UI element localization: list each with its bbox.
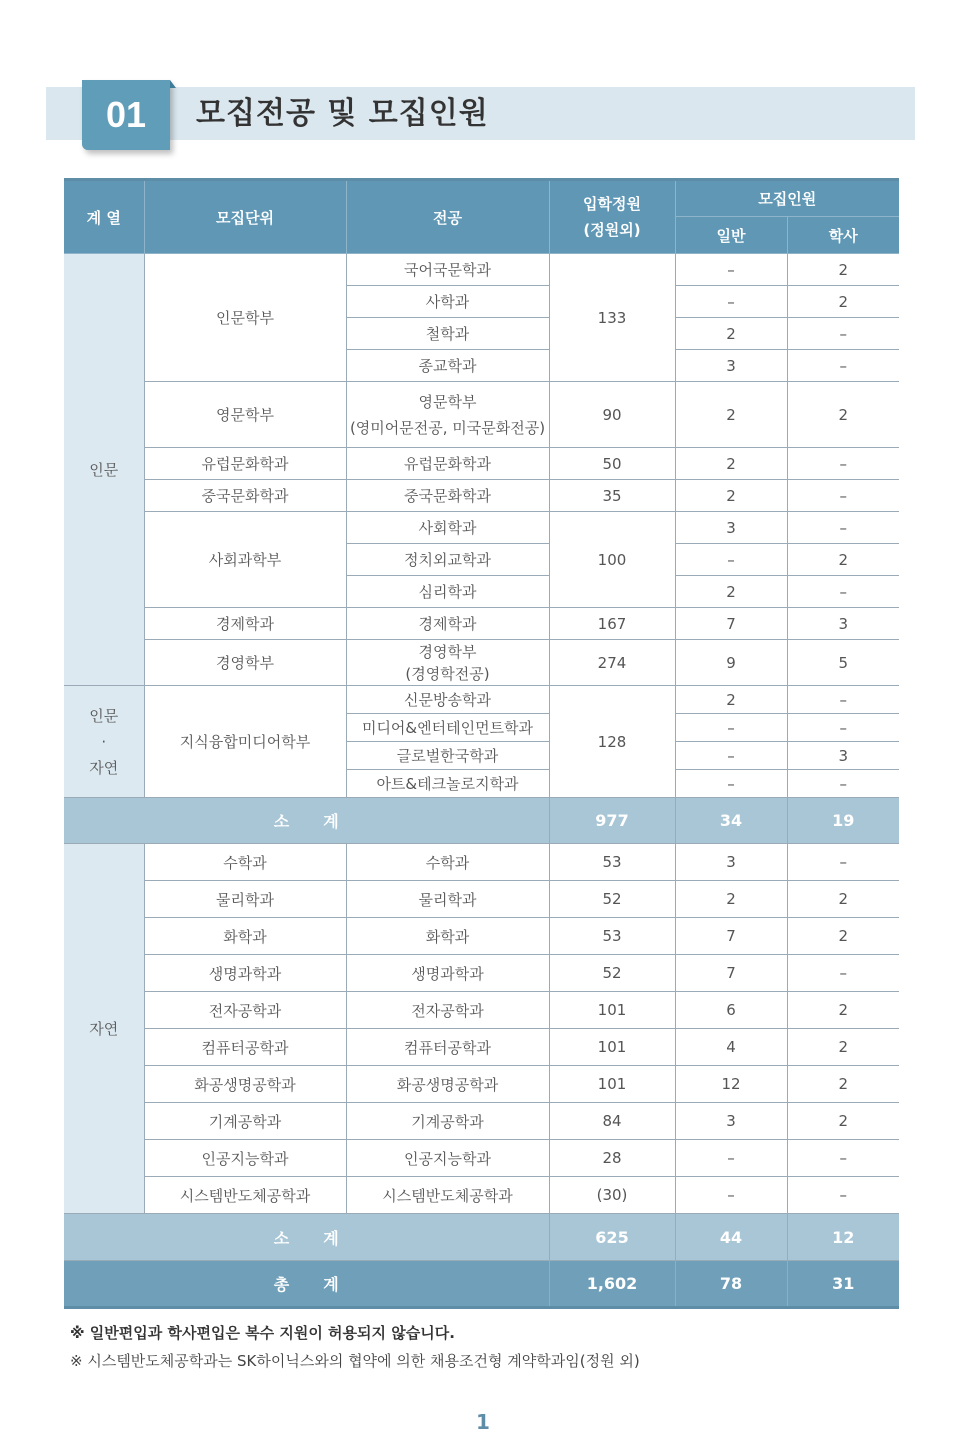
total-label xyxy=(64,1261,549,1308)
unit-cell: 생명과학과 xyxy=(144,955,346,992)
unit-cell: 컴퓨터공학과 xyxy=(144,1029,346,1066)
table-row xyxy=(64,686,899,714)
general-cell: 7 xyxy=(675,918,787,955)
category-line: 인문 xyxy=(89,706,119,725)
category-cell: 인문 xyxy=(64,254,144,686)
subtotal-label-b: 계 xyxy=(323,1228,339,1248)
bachelor-cell: 3 xyxy=(787,608,899,640)
general-cell: 2 xyxy=(675,448,787,480)
general-cell: 3 xyxy=(675,512,787,544)
bachelor-cell: – xyxy=(787,1177,899,1214)
major-cell: 유럽문화학과 xyxy=(346,448,549,480)
bachelor-cell: – xyxy=(787,318,899,350)
subtotal-bachelor: 19 xyxy=(787,798,899,844)
bachelor-cell: 2 xyxy=(787,1103,899,1140)
subtotal-bachelor: 12 xyxy=(787,1214,899,1261)
subtotal-label xyxy=(64,798,549,844)
general-cell: 9 xyxy=(675,640,787,686)
header-quota xyxy=(549,180,675,254)
subtotal-row xyxy=(64,798,899,844)
bachelor-cell: – xyxy=(787,955,899,992)
major-cell: 사회학과 xyxy=(346,512,549,544)
header-bachelor: 학사 xyxy=(787,217,899,254)
bachelor-cell: 2 xyxy=(787,918,899,955)
total-general: 78 xyxy=(675,1261,787,1308)
bachelor-cell: 2 xyxy=(787,1029,899,1066)
general-cell: – xyxy=(675,1140,787,1177)
quota-cell: 90 xyxy=(549,382,675,448)
unit-cell: 인문학부 xyxy=(144,254,346,382)
general-cell: 7 xyxy=(675,608,787,640)
major-cell: 중국문화학과 xyxy=(346,480,549,512)
major-cell: 컴퓨터공학과 xyxy=(346,1029,549,1066)
bachelor-cell: – xyxy=(787,1140,899,1177)
quota-cell: 52 xyxy=(549,955,675,992)
general-cell: – xyxy=(675,286,787,318)
quota-cell: 52 xyxy=(549,881,675,918)
quota-cell: 274 xyxy=(549,640,675,686)
bachelor-cell: – xyxy=(787,448,899,480)
bachelor-cell: – xyxy=(787,576,899,608)
quota-cell: 84 xyxy=(549,1103,675,1140)
general-cell: 2 xyxy=(675,686,787,714)
unit-cell: 화공생명공학과 xyxy=(144,1066,346,1103)
bachelor-cell: 2 xyxy=(787,382,899,448)
subtotal-row xyxy=(64,1214,899,1261)
table-row xyxy=(64,254,899,286)
header-major: 전공 xyxy=(346,180,549,254)
table-row xyxy=(64,955,899,992)
major-cell: 기계공학과 xyxy=(346,1103,549,1140)
major-cell: 아트&테크놀로지학과 xyxy=(346,770,549,798)
major-cell: 국어국문학과 xyxy=(346,254,549,286)
general-cell: – xyxy=(675,742,787,770)
table-row xyxy=(64,1177,899,1214)
quota-cell: 133 xyxy=(549,254,675,382)
bachelor-cell: – xyxy=(787,770,899,798)
table-row xyxy=(64,480,899,512)
section-title: 모집전공 및 모집인원 xyxy=(196,96,489,131)
unit-cell: 시스템반도체공학과 xyxy=(144,1177,346,1214)
footnote: ※ 일반편입과 학사편입은 복수 지원이 허용되지 않습니다. xyxy=(70,1324,455,1342)
quota-cell: 101 xyxy=(549,1066,675,1103)
general-cell: 6 xyxy=(675,992,787,1029)
major-cell: 화공생명공학과 xyxy=(346,1066,549,1103)
bachelor-cell: 5 xyxy=(787,640,899,686)
major-sub: (영미어문전공, 미국문화전공) xyxy=(349,418,546,437)
total-label-b: 계 xyxy=(323,1275,339,1294)
subtotal-general: 34 xyxy=(675,798,787,844)
bachelor-cell: 3 xyxy=(787,742,899,770)
category-line: · xyxy=(101,732,107,751)
bachelor-cell: – xyxy=(787,480,899,512)
subtotal-label xyxy=(64,1214,549,1261)
quota-cell: 128 xyxy=(549,686,675,798)
header-recruit: 모집인원 xyxy=(675,180,899,217)
general-cell: 12 xyxy=(675,1066,787,1103)
subtotal-general: 44 xyxy=(675,1214,787,1261)
table-row xyxy=(64,918,899,955)
unit-cell: 경영학부 xyxy=(144,640,346,686)
table-row xyxy=(64,608,899,640)
general-cell: 3 xyxy=(675,1103,787,1140)
major-cell: 물리학과 xyxy=(346,881,549,918)
quota-cell: 50 xyxy=(549,448,675,480)
major-cell: 미디어&엔터테인먼트학과 xyxy=(346,714,549,742)
subtotal-label-b: 계 xyxy=(323,812,339,831)
quota-cell: 100 xyxy=(549,512,675,608)
subtotal-label-a: 소 xyxy=(273,812,290,831)
major-cell: 시스템반도체공학과 xyxy=(346,1177,549,1214)
general-cell: 2 xyxy=(675,576,787,608)
table-row xyxy=(64,448,899,480)
subtotal-quota: 625 xyxy=(549,1214,675,1261)
quota-cell: 101 xyxy=(549,992,675,1029)
general-cell: 2 xyxy=(675,318,787,350)
major-cell: 화학과 xyxy=(346,918,549,955)
major-cell xyxy=(346,382,549,448)
table-row xyxy=(64,382,899,448)
header-quota-line2: (정원외) xyxy=(583,221,641,239)
quota-cell: 35 xyxy=(549,480,675,512)
bachelor-cell: 2 xyxy=(787,881,899,918)
admission-quota-table xyxy=(64,178,899,1309)
category-cell: 자연 xyxy=(64,844,144,1214)
unit-cell: 인공지능학과 xyxy=(144,1140,346,1177)
major-cell: 경제학과 xyxy=(346,608,549,640)
general-cell: 2 xyxy=(675,881,787,918)
major-cell: 정치외교학과 xyxy=(346,544,549,576)
category-cell xyxy=(64,686,144,798)
bachelor-cell: – xyxy=(787,714,899,742)
unit-cell: 기계공학과 xyxy=(144,1103,346,1140)
major-cell: 글로벌한국학과 xyxy=(346,742,549,770)
header-quota-line1: 입학정원 xyxy=(583,195,641,213)
bachelor-cell: – xyxy=(787,844,899,881)
bachelor-cell: 2 xyxy=(787,254,899,286)
major-name: 경영학부 xyxy=(418,642,477,661)
general-cell: – xyxy=(675,254,787,286)
unit-cell: 중국문화학과 xyxy=(144,480,346,512)
quota-cell: 101 xyxy=(549,1029,675,1066)
general-cell: – xyxy=(675,544,787,576)
quota-cell: 53 xyxy=(549,844,675,881)
table-row xyxy=(64,640,899,686)
total-quota: 1,602 xyxy=(549,1261,675,1308)
table-row xyxy=(64,512,899,544)
section-number-badge: 01 xyxy=(82,80,170,150)
major-sub: (경영학전공) xyxy=(405,664,490,683)
unit-cell: 경제학과 xyxy=(144,608,346,640)
table-row xyxy=(64,1140,899,1177)
unit-cell: 영문학부 xyxy=(144,382,346,448)
unit-cell: 유럽문화학과 xyxy=(144,448,346,480)
major-cell: 생명과학과 xyxy=(346,955,549,992)
major-name: 영문학부 xyxy=(418,392,477,411)
table-row xyxy=(64,992,899,1029)
bachelor-cell: 2 xyxy=(787,286,899,318)
table-row xyxy=(64,844,899,881)
unit-cell: 사회과학부 xyxy=(144,512,346,608)
general-cell: 3 xyxy=(675,350,787,382)
table-row xyxy=(64,1066,899,1103)
unit-cell: 전자공학과 xyxy=(144,992,346,1029)
general-cell: 4 xyxy=(675,1029,787,1066)
general-cell: – xyxy=(675,1177,787,1214)
bachelor-cell: – xyxy=(787,686,899,714)
table-row xyxy=(64,1029,899,1066)
quota-cell: 53 xyxy=(549,918,675,955)
general-cell: – xyxy=(675,770,787,798)
footnote: ※ 시스템반도체공학과는 SK하이닉스와의 협약에 의한 채용조건형 계약학과임(정원 외) xyxy=(70,1352,640,1370)
general-cell: 7 xyxy=(675,955,787,992)
bachelor-cell: 2 xyxy=(787,1066,899,1103)
bachelor-cell: – xyxy=(787,350,899,382)
total-label-a: 총 xyxy=(273,1275,290,1294)
category-line: 자연 xyxy=(89,758,119,777)
bachelor-cell: – xyxy=(787,512,899,544)
header-category: 계 열 xyxy=(64,180,144,254)
major-cell: 신문방송학과 xyxy=(346,686,549,714)
quota-cell: 167 xyxy=(549,608,675,640)
quota-cell: 28 xyxy=(549,1140,675,1177)
table-row xyxy=(64,881,899,918)
general-cell: 2 xyxy=(675,480,787,512)
major-cell: 전자공학과 xyxy=(346,992,549,1029)
table-row xyxy=(64,1103,899,1140)
total-bachelor: 31 xyxy=(787,1261,899,1308)
general-cell: – xyxy=(675,714,787,742)
unit-cell: 화학과 xyxy=(144,918,346,955)
footnotes xyxy=(70,1322,640,1374)
unit-cell: 지식융합미디어학부 xyxy=(144,686,346,798)
quota-cell: (30) xyxy=(549,1177,675,1214)
major-cell: 사학과 xyxy=(346,286,549,318)
major-cell xyxy=(346,640,549,686)
major-cell: 인공지능학과 xyxy=(346,1140,549,1177)
bachelor-cell: 2 xyxy=(787,544,899,576)
subtotal-quota: 977 xyxy=(549,798,675,844)
major-cell: 철학과 xyxy=(346,318,549,350)
bachelor-cell: 2 xyxy=(787,992,899,1029)
header-general: 일반 xyxy=(675,217,787,254)
general-cell: 3 xyxy=(675,844,787,881)
total-row xyxy=(64,1261,899,1308)
subtotal-label-a: 소 xyxy=(273,1228,290,1248)
header-unit: 모집단위 xyxy=(144,180,346,254)
unit-cell: 수학과 xyxy=(144,844,346,881)
unit-cell: 물리학과 xyxy=(144,881,346,918)
page-number: 1 xyxy=(476,1410,490,1434)
general-cell: 2 xyxy=(675,382,787,448)
major-cell: 종교학과 xyxy=(346,350,549,382)
major-cell: 수학과 xyxy=(346,844,549,881)
major-cell: 심리학과 xyxy=(346,576,549,608)
